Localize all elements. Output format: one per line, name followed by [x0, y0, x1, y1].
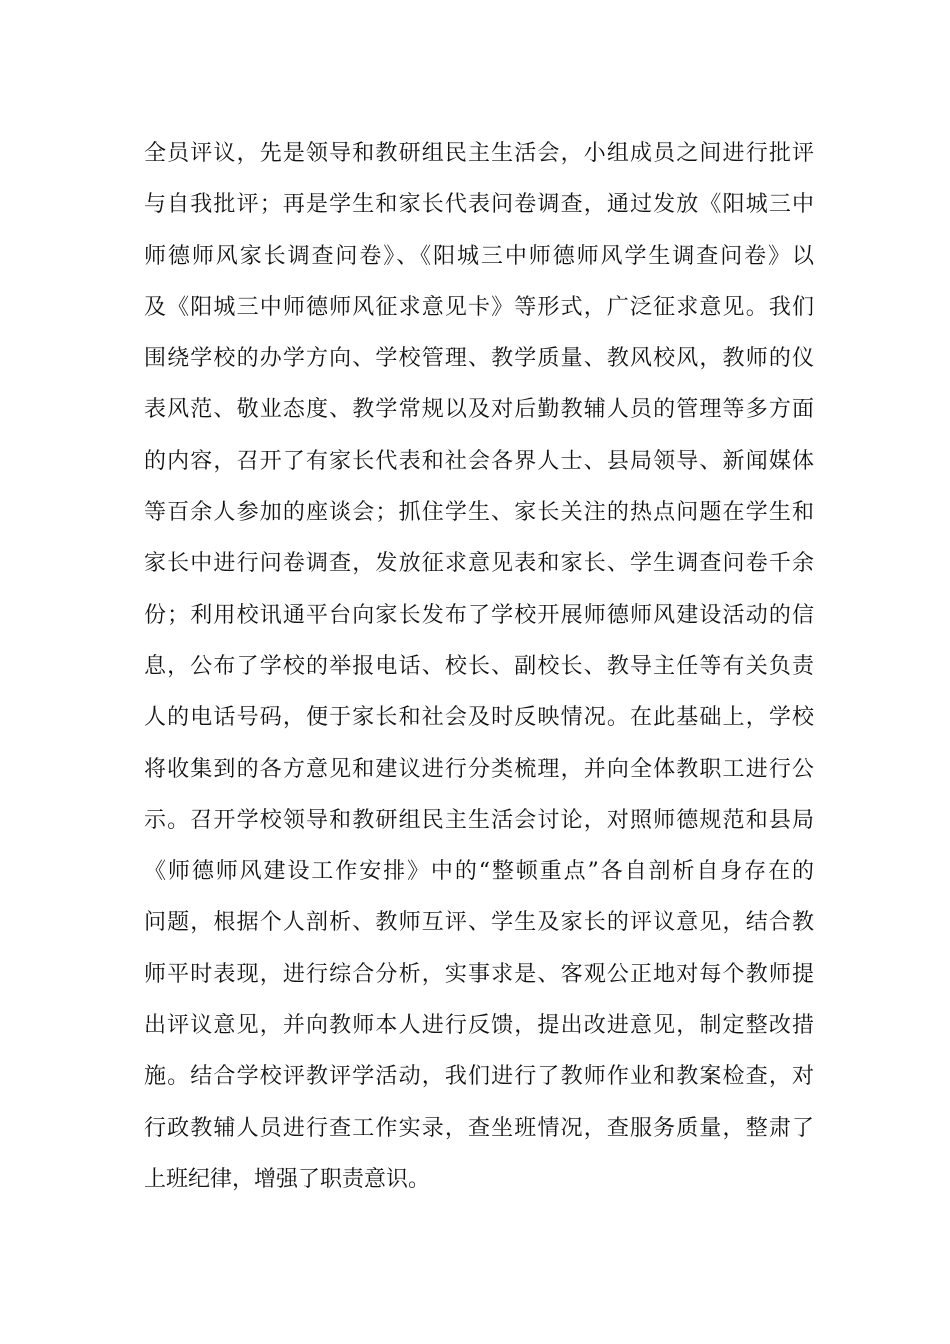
text-line-10: 份；利用校讯通平台向家长发布了学校开展师德师风建设活动的信	[144, 602, 814, 628]
text-line-7: 的内容，召开了有家长代表和社会各界人士、县局领导、新闻媒体	[144, 448, 814, 474]
text-line-21: 上班纪律，增强了职责意识。	[144, 1166, 431, 1192]
text-line-17: 师平时表现，进行综合分析，实事求是、客观公正地对每个教师提	[144, 961, 814, 987]
body-paragraph	[144, 128, 814, 1205]
text-line-16: 问题，根据个人剖析、教师互评、学生及家长的评议意见，结合教	[144, 910, 814, 936]
text-line-20: 行政教辅人员进行查工作实录，查坐班情况，查服务质量，整肃了	[144, 1115, 814, 1141]
text-line-8: 等百余人参加的座谈会；抓住学生、家长关注的热点问题在学生和	[144, 500, 814, 526]
text-line-3: 师德师风家长调查问卷》、《阳城三中师德师风学生调查问卷》以	[144, 243, 814, 269]
text-line-19: 施。结合学校评教评学活动，我们进行了教师作业和教案检查，对	[144, 1064, 814, 1090]
text-line-12: 人的电话号码，便于家长和社会及时反映情况。在此基础上，学校	[144, 705, 814, 731]
text-line-1: 全员评议，先是领导和教研组民主生活会，小组成员之间进行批评	[144, 141, 814, 166]
text-line-5: 围绕学校的办学方向、学校管理、教学质量、教风校风，教师的仪	[144, 346, 814, 372]
text-line-15: 《师德师风建设工作安排》中的“整顿重点”各自剖析自身存在的	[144, 859, 814, 885]
text-line-4: 及《阳城三中师德师风征求意见卡》等形式，广泛征求意见。我们	[144, 294, 814, 320]
text-line-6: 表风范、敬业态度、教学常规以及对后勤教辅人员的管理等多方面	[144, 397, 814, 423]
text-line-11: 息，公布了学校的举报电话、校长、副校长、教导主任等有关负责	[144, 653, 814, 679]
text-line-18: 出评议意见，并向教师本人进行反馈，提出改进意见，制定整改措	[144, 1013, 814, 1039]
text-line-13: 将收集到的各方意见和建议进行分类梳理，并向全体教职工进行公	[144, 756, 814, 782]
text-line-9: 家长中进行问卷调查，发放征求意见表和家长、学生调查问卷千余	[144, 551, 814, 577]
text-line-14: 示。召开学校领导和教研组民主生活会讨论，对照师德规范和县局	[144, 807, 814, 833]
text-line-2: 与自我批评；再是学生和家长代表问卷调查，通过发放《阳城三中	[144, 192, 814, 218]
